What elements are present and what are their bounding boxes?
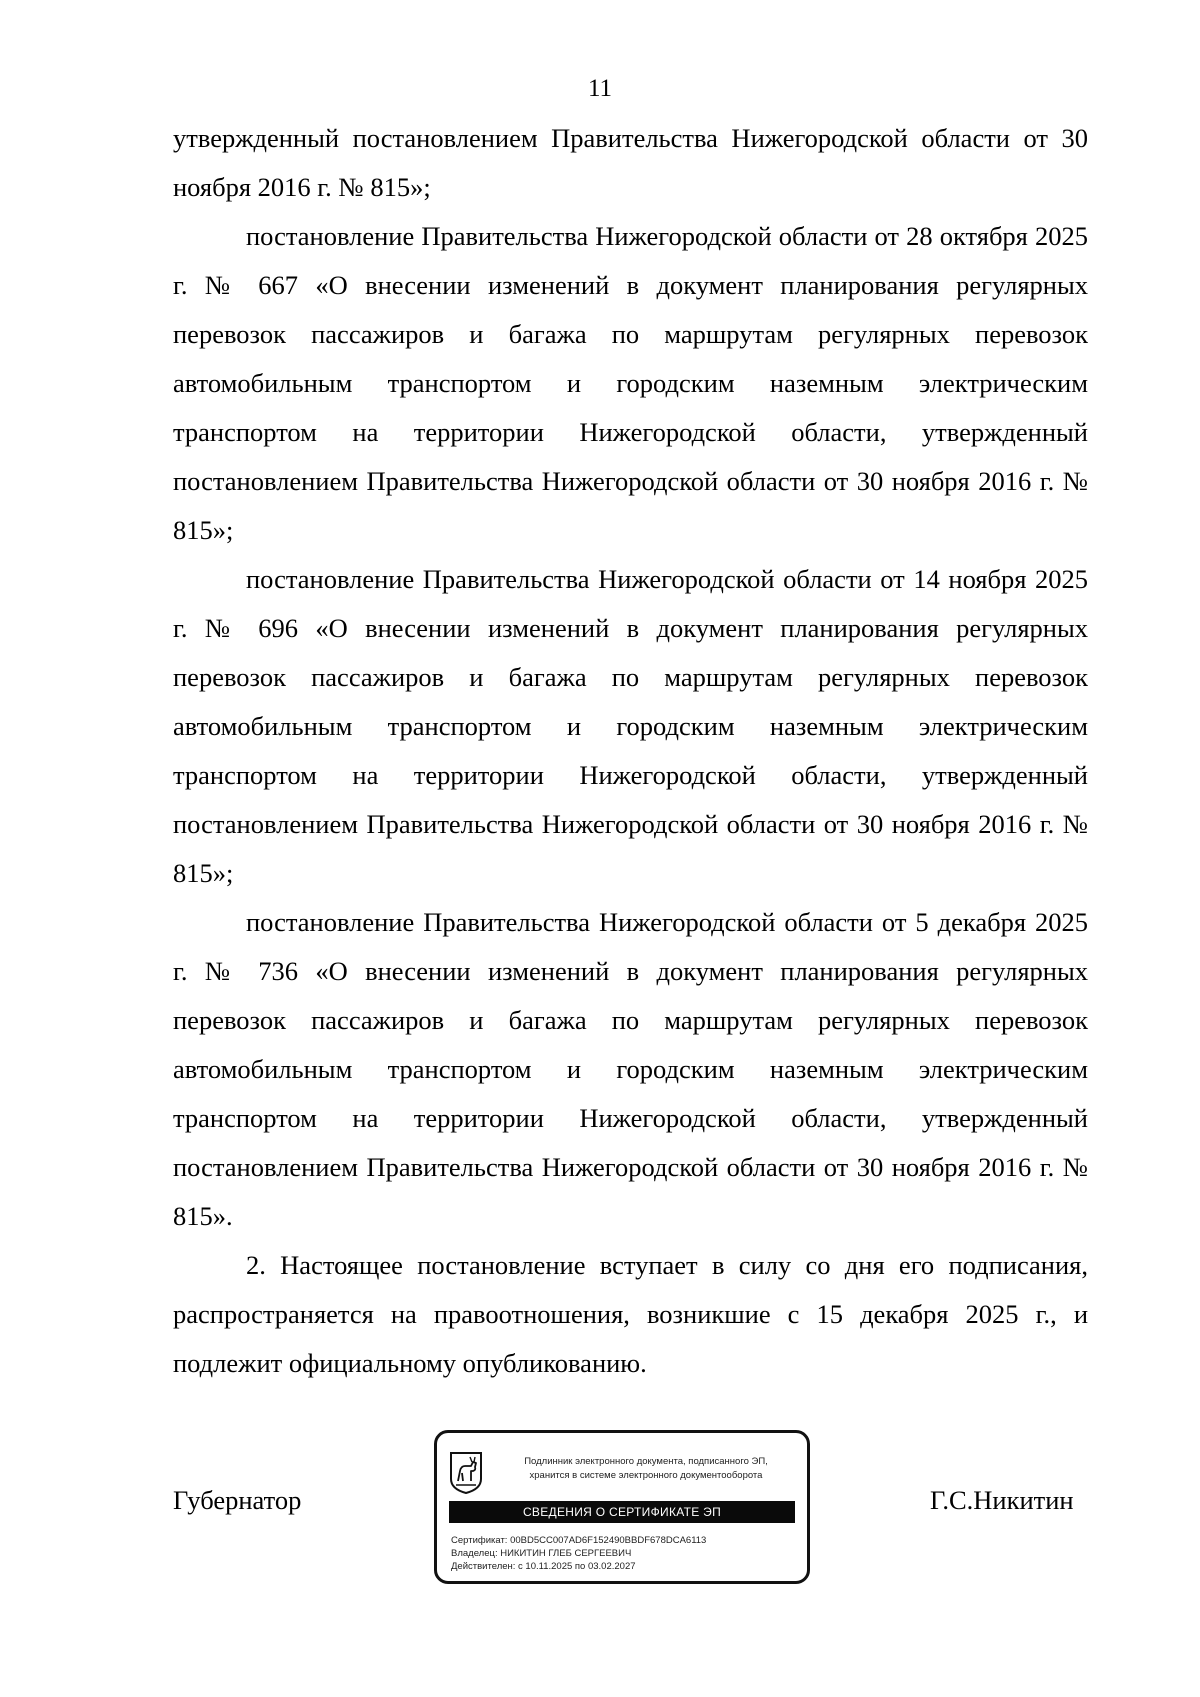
- coat-of-arms-icon: [449, 1451, 483, 1495]
- electronic-signature-stamp: [434, 1430, 810, 1584]
- paragraph-effective-date: 2. Настоящее постановление вступает в силу со дня его подписания, распространяется на правоотношения, возникшие с 15 декабря 2025 г., и подлежит официальному опубликованию.: [173, 1250, 1088, 1378]
- document-body: [173, 114, 1088, 1388]
- stamp-header-line: хранится в системе электронного документооборота: [529, 1470, 763, 1481]
- stamp-header: [493, 1455, 799, 1483]
- stamp-details: [451, 1534, 797, 1573]
- stamp-header-line: Подлинник электронного документа, подписанного ЭП,: [524, 1456, 768, 1467]
- certificate-serial: Сертификат: 00BD5CC007AD6F152490BBDF678DCA6113: [451, 1535, 707, 1546]
- paragraph-resolution-696: постановление Правительства Нижегородской области от 14 ноября 2025 г. № 696 «О внесении изменений в документ планирования регулярных перевозок пассажиров и багажа по маршрутам регулярных перевозок автомобильным транспортом и городским наземным электрическим транспортом на территории Нижегородской области, утвержденный постановлением Правительства Нижегородской области от 30 ноября 2016 г. № 815»;: [173, 564, 1088, 888]
- paragraph-continuation: утвержденный постановлением Правительства Нижегородской области от 30 ноября 2016 г. № 815»;: [173, 123, 1088, 202]
- page-number: 11: [587, 75, 613, 102]
- certificate-owner: Владелец: НИКИТИН ГЛЕБ СЕРГЕЕВИЧ: [451, 1548, 632, 1559]
- signatory-name: Г.С.Никитин: [930, 1485, 1074, 1515]
- stamp-certificate-bar: СВЕДЕНИЯ О СЕРТИФИКАТЕ ЭП: [449, 1501, 795, 1523]
- signatory-title: Губернатор: [173, 1485, 302, 1515]
- certificate-validity: Действителен: с 10.11.2025 по 03.02.2027: [451, 1561, 636, 1572]
- paragraph-resolution-736: постановление Правительства Нижегородской области от 5 декабря 2025 г. № 736 «О внесении изменений в документ планирования регулярных перевозок пассажиров и багажа по маршрутам регулярных перевозок автомобильным транспортом и городским наземным электрическим транспортом на территории Нижегородской области, утвержденный постановлением Правительства Нижегородской области от 30 ноября 2016 г. № 815».: [173, 907, 1088, 1231]
- paragraph-resolution-667: постановление Правительства Нижегородской области от 28 октября 2025 г. № 667 «О внесении изменений в документ планирования регулярных перевозок пассажиров и багажа по маршрутам регулярных перевозок автомобильным транспортом и городским наземным электрическим транспортом на территории Нижегородской области, утвержденный постановлением Правительства Нижегородской области от 30 ноября 2016 г. № 815»;: [173, 221, 1088, 545]
